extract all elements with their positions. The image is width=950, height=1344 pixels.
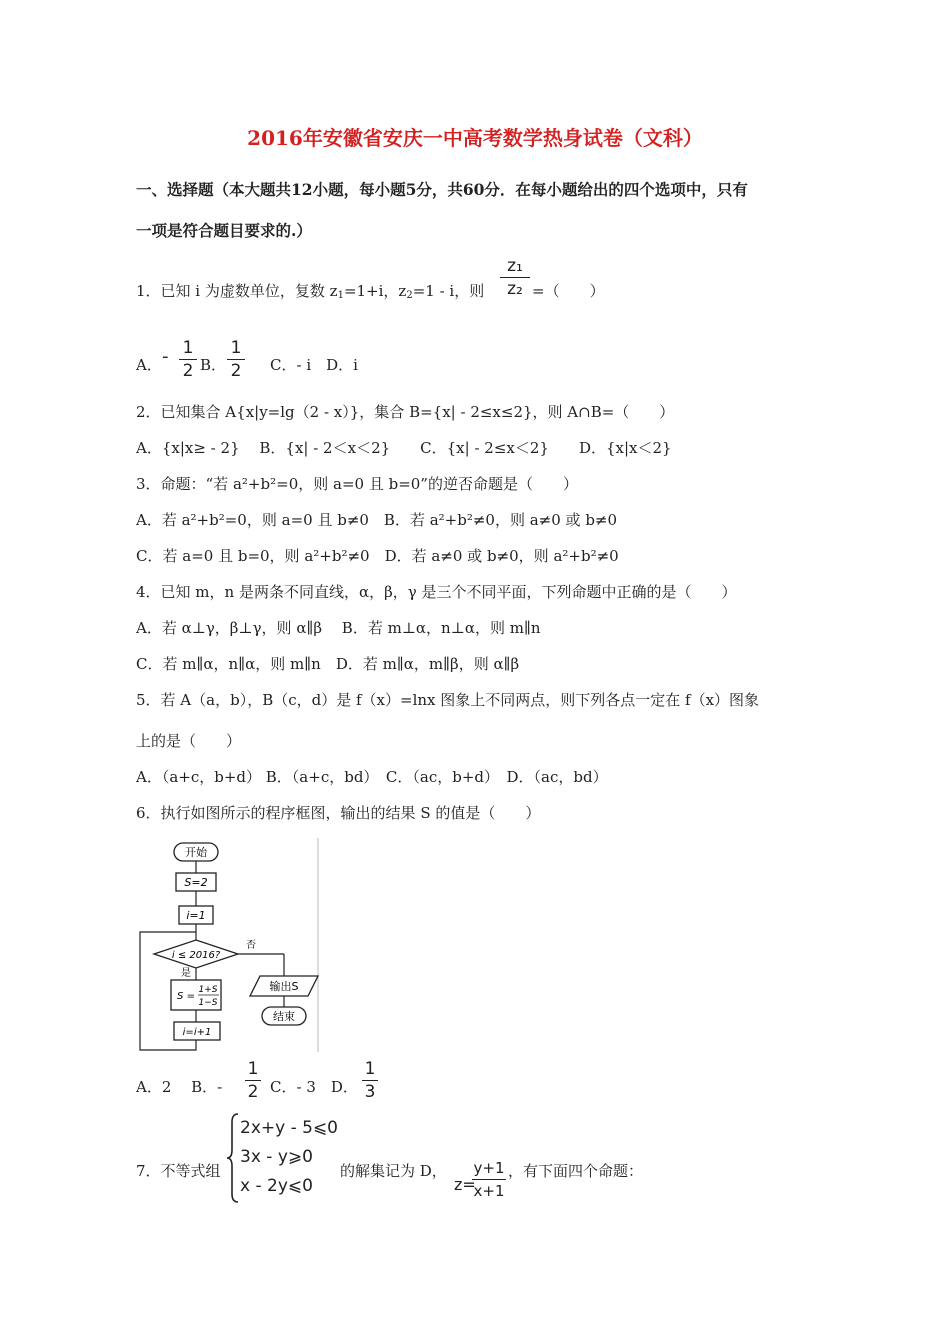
flow-init-s-label: S=2 [184,876,208,889]
q1-sub1: 1 [337,290,344,301]
q1-stem [136,280,484,301]
q1-opt-b-den: 2 [230,361,242,381]
q3-options-cd: C．若 a=0 且 b=0，则 a²+b²≠0 D．若 a≠0 或 b≠0，则 a²+b²≠0 [136,547,619,565]
q7-label: 7．不等式组 [136,1162,221,1180]
q2-stem: 2．已知集合 A{x|y=lg（2 - x）}，集合 B={x| - 2≤x≤2}，则 A∩B=（ ） [136,403,675,421]
q1-text-b: =1+i，z [343,282,407,300]
section-header-line2: 一项是符合题目要求的.） [136,221,312,240]
q7-left-brace [226,1112,240,1204]
q1-opt-b-label: B． [200,356,227,374]
q2-options: A．{x|x≥ - 2} B．{x| - 2＜x＜2} C．{x| - 2≤x＜2} D．{x|x＜2} [136,439,672,457]
q7-ineq3: x - 2y⩽0 [240,1176,313,1196]
q6-stem: 6．执行如图所示的程序框图，输出的结果 S 的值是（ ） [136,804,541,822]
q1-text-c: =1 - i，则 [412,282,485,300]
q3-options-ab: A．若 a²+b²=0，则 a=0 且 b≠0 B．若 a²+b²≠0，则 a≠0 或 b≠0 [136,511,618,529]
q6-opt-b-den: 2 [247,1082,259,1102]
flow-end-label: 结束 [273,1010,295,1023]
q5-stem-line1: 5．若 A（a，b），B（c，d）是 f（x）=lnx 图象上不同两点，则下列各点一定在 f（x）图象 [136,691,760,709]
q1-sub2: 2 [406,290,413,301]
q1-opt-b-fraction [227,338,245,381]
q1-opt-a-sign: - [162,346,169,367]
q4-options-cd: C．若 m∥α，n∥α，则 m∥n D．若 m∥α，m∥β，则 α∥β [136,655,520,673]
flow-update-den: 1−S [198,998,218,1008]
q1-text-a: 1．已知 i 为虚数单位，复数 z [136,282,338,300]
flow-update-num: 1+S [198,985,218,995]
q1-frac-num: z₁ [507,256,523,276]
q1-opt-a-label: A． [136,356,162,374]
q1-text-d: =（ ） [532,282,605,300]
flowchart [134,836,324,1056]
page-title: 2016年安徽省安庆一中高考数学热身试卷（文科） [247,126,703,150]
flow-decision-label: i ≤ 2016? [171,950,221,961]
q6-opt-cd: C．- 3 D． [270,1078,358,1096]
q1-opt-a-fraction [179,338,197,381]
q7-ineq1: 2x+y - 5⩽0 [240,1118,338,1138]
q7-text-c: ，有下面四个命题： [508,1162,644,1180]
flow-no-label: 否 [246,940,256,951]
q1-opt-a-num: 1 [182,338,194,358]
q5-stem-line2: 上的是（ ） [136,732,242,750]
q4-options-ab: A．若 α⊥γ，β⊥γ，则 α∥β B．若 m⊥α，n⊥α，则 m∥n [136,619,541,637]
q7-ineq2: 3x - y⩾0 [240,1147,313,1167]
flow-init-i-label: i=1 [186,909,206,922]
q6-opt-b-num: 1 [247,1059,259,1079]
q6-opt-d-den: 3 [364,1082,376,1102]
flow-update-lhs: S = [177,991,195,1002]
section-header-line1: 一、选择题（本大题共12小题，每小题5分，共60分．在每小题给出的四个选项中，只有 [136,180,748,199]
q1-opt-a-den: 2 [182,361,194,381]
q7-text-b: 的解集记为 D， [340,1162,447,1180]
q7-z-den: x+1 [473,1182,505,1200]
q1-frac-den: z₂ [507,279,523,299]
q3-stem: 3．命题：“若 a²+b²=0，则 a=0 且 b=0”的逆否命题是（ ） [136,475,578,493]
q4-stem: 4．已知 m，n 是两条不同直线，α，β，γ 是三个不同平面，下列命题中正确的是（ ） [136,583,737,601]
flow-start-label: 开始 [185,846,207,859]
q6-opt-d-num: 1 [364,1059,376,1079]
q1-opt-b-num: 1 [230,338,242,358]
flow-output-label: 输出S [269,980,299,993]
q1-opt-cd: C．- i D．i [270,356,358,374]
q6-opt-b-fraction [245,1059,261,1102]
flow-yes-label: 是 [181,968,191,979]
q5-options: A．（a+c，b+d） B．（a+c，bd） C．（ac，b+d） D．（ac，bd） [136,768,608,786]
flow-increment-label: i=i+1 [182,1027,212,1038]
q7-z-lhs: z= [454,1175,476,1194]
q7-z-fraction [472,1158,506,1201]
q7-z-num: y+1 [473,1159,505,1177]
q7-system [240,1114,338,1201]
q6-opt-d-fraction [362,1059,378,1102]
q6-opt-ab: A．2 B．- [136,1078,223,1096]
q1-fraction [500,256,530,299]
